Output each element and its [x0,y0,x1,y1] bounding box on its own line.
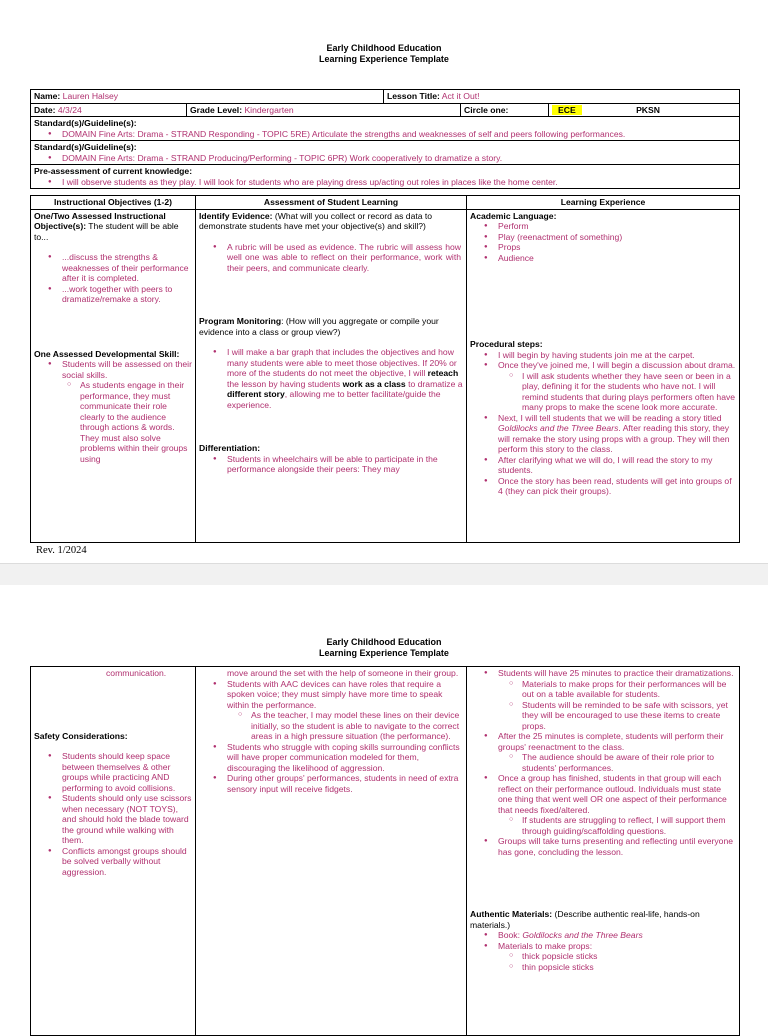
academic-term: ● Perform [498,221,736,232]
step-item: ● Once a group has finished, students in that group will each reflect on their performance outloud. Individuals must state one thing that went well OR one aspect of their performance that needs fixed/altered. [498,773,736,815]
objectives-cell-cont [31,667,196,1036]
differentiation-continued: move around the set with the help of someone in their group. [227,668,459,678]
academic-term: ● Props [498,242,736,253]
col-header-experience: Learning Experience [467,196,740,210]
circle-label-cell: Circle one: [461,103,549,117]
assessment-cell: Identify Evidence: (What will you collect or record as data to demonstrate students have met your objective(s) and skill?) ● A rubric will be used as evidence. The rubric will assess how well one was able to reflect on their performance, work with their peers, and communicate clearly. Program Monitoring: (How will you aggregate or compile your evidence into a class or group view?) ● I will make a bar graph that includes the objectives and how many students were able to meet those objectives. If 20% or more of the students do not meet the objective, I will reteach the lesson by having students work as a class to dramatize a different story, allowing me to better facilitate/guide the experience. Differentiation: ● Students in wheelchairs will be able to participate in the performance alongside their peers: They may [196,209,467,543]
main-table-page1 [30,195,740,543]
safety-item: ● Conflicts amongst groups should be solved verbally without aggression. [62,846,192,878]
doc-title-line2: Learning Experience Template [319,54,449,64]
lesson-title-value: Act it Out! [441,91,480,101]
name-cell: Name: Lauren Halsey [31,90,384,104]
assessment-cell-cont [196,667,467,1036]
step-item: ● Once the story has been read, students will get into groups of 4 (they can pick their groups). [498,476,736,497]
preassessment-text: ● I will observe students as they play. I will look for students who are playing dress up/acting out roles in places like the home center. [62,177,736,188]
name-value: Lauren Halsey [62,91,119,101]
differentiation-item: ● Students who struggle with coping skills surrounding conflicts will have proper communication modeled for them, discouraging the likelihood of aggression. [227,742,463,774]
material-item: ○ thin popsicle sticks [522,962,736,973]
revision-footer: Rev. 1/2024 [36,545,87,556]
procedural-steps-heading: Procedural steps: [470,339,543,349]
safety-item: ● Students should only use scissors when necessary (NOT TOYS), and should hold the blade toward the ground while walking with them. [62,793,192,846]
academic-language-heading: Academic Language: [470,210,557,221]
differentiation-item: ● During other groups' performances, students in need of extra sensory input will receive fidgets. [227,773,463,794]
col-header-objectives: Instructional Objectives (1-2) [31,196,196,210]
main-table-page2 [30,666,740,1036]
page-2 [0,585,768,1024]
materials-heading: Authentic Materials: [470,909,553,919]
dev-skill-subitem: ○ As students engage in their performance, they must communicate their role clearly to the audience through actions & words. They must also solve problems within their groups using [80,380,192,464]
differentiation-heading: Differentiation: [199,443,261,453]
step-subitem: ○ If students are struggling to reflect, I will support them through guiding/scaffolding questions. [522,815,736,836]
materials-props: ● Materials to make props: [498,941,736,952]
preassessment-cell: Pre-assessment of current knowledge: ● I will observe students as they play. I will look for students who are playing dress up/acting out roles in places like the home center. [31,165,740,189]
step-subitem: ○ Students will be reminded to be safe with scissors, yet they will be encouraged to use these items to create props. [522,700,736,732]
grade-cell: Grade Level: Kindergarten [187,103,461,117]
standard-1-cell: Standard(s)/Guideline(s): ● DOMAIN Fine Arts: Drama - STRAND Responding - TOPIC 5RE) Articulate the strengths and weaknesses of self and peers following performances. [31,117,740,141]
doc-title-line2-p2: Learning Experience Template [319,648,449,658]
experience-cell-cont: ● Students will have 25 minutes to practice their dramatizations. ○ Materials to make props for their performances will be out on a table available for students. ○ Students will be reminded to be safe with scissors, yet they will be encouraged to use these items to create props. ● After the 25 minutes is complete, students will perform their groups' reenactment to the class. ○ The audience should be aware of their role prior to students' performances. ● Once a group has finished, students in that group will each reflect on their performance outloud. Individuals must state one thing that went well OR one aspect of their performance that needs fixed/altered. ○ If students are struggling to reflect, I will support them through guiding/scaffolding questions. ● Groups will take turns presenting and reflecting until everyone has gone, concluding the lesson. Authentic Materials: (Describe authentic real-life, hands-on materials.) ● Book: Goldilocks and the Three Bears ● Materials to make props: ○ thick popsicle sticks ○ thin popsicle sticks [467,667,740,1036]
step-item: ● Next, I will tell students that we will be reading a story titled Goldilocks and the Three Bears. After reading this story, they will remake the story using props with a group. They will then perform this story to the class. [498,413,736,455]
step-item: ● After the 25 minutes is complete, students will perform their groups' reenactment to the class. [498,731,736,752]
step-subitem: ○ The audience should be aware of their role prior to students' performances. [522,752,736,773]
doc-title-line1: Early Childhood Education [326,43,442,53]
objective-item: ● ...work together with peers to dramatize/remake a story. [62,284,192,305]
differentiation-item: ● Students in wheelchairs will be able to participate in the performance alongside their peers: They may [227,454,463,475]
step-subitem: ○ I will ask students whether they have seen or been in a play, defining it for the students who have not. I will remind students that during plays performers often have many props to make the scene look more accurate. [522,371,736,413]
step-item: ● Groups will take turns presenting and reflecting until everyone has gone, concluding the lesson. [498,836,736,857]
materials-book: ● Book: Goldilocks and the Three Bears [498,930,736,941]
circle-options-cell [549,103,740,117]
standard-2-cell: Standard(s)/Guideline(s): ● DOMAIN Fine Arts: Drama - STRAND Producing/Performing - TOPIC 6PR) Work cooperatively to dramatize a story. [31,141,740,165]
objectives-cell: One/Two Assessed Instructional Objective(s): The student will be able to... ● ...discuss the strengths & weaknesses of their performance after it is completed. ● ...work together with peers to dramatize/remake a story. One Assessed Developmental Skill: ● Students will be assessed on their social skills. ○ As students engage in their performance, they must communicate their role clearly to the audience through actions & words. They must also solve problems within their groups using [31,209,196,543]
col-header-assessment: Assessment of Student Learning [196,196,467,210]
dev-skill-heading: One Assessed Developmental Skill: [34,348,180,359]
evidence-item: ● A rubric will be used as evidence. The rubric will assess how well one was able to reflect on their performance, work with their peers, and communicate clearly. [227,242,461,274]
grade-value: Kindergarten [244,104,294,115]
step-item: ● After clarifying what we will do, I will read the story to my students. [498,455,736,476]
date-cell: Date: 4/3/24 [31,103,187,117]
monitoring-item: ● I will make a bar graph that includes the objectives and how many students were able to meet those objectives. If 20% or more of the students do not meet the objective, I will reteach the lesson by having students work as a class to dramatize a different story, allowing me to better facilitate/guide the experience. [227,347,463,410]
lesson-title-cell: Lesson Title: Act it Out! [384,90,740,104]
doc-title-line1-p2: Early Childhood Education [326,637,442,647]
safety-heading: Safety Considerations: [34,730,128,741]
info-table [30,89,740,189]
academic-term: ● Play (reenactment of something) [498,232,736,243]
material-item: ○ thick popsicle sticks [522,951,736,962]
circle-option-pksn: PKSN [636,104,660,115]
circle-option-ece: ECE [552,105,582,115]
page-separator [0,563,768,586]
step-item: ● Once they've joined me, I will begin a discussion about drama. [498,360,736,371]
step-subitem: ○ Materials to make props for their performances will be out on a table available for students. [522,679,736,700]
dev-skill-continued: communication. [106,668,167,678]
standard-1-text: ● DOMAIN Fine Arts: Drama - STRAND Responding - TOPIC 5RE) Articulate the strengths and weaknesses of self and peers following performances. [62,129,736,140]
differentiation-item: ● Students with AAC devices can have roles that require a spoken voice; they must simply have more time to speak within the performance. [227,679,463,711]
experience-cell [467,209,740,543]
academic-term: ● Audience [498,253,736,264]
dev-skill-item: ● Students will be assessed on their social skills. [62,359,192,380]
standard-2-text: ● DOMAIN Fine Arts: Drama - STRAND Producing/Performing - TOPIC 6PR) Work cooperatively to dramatize a story. [62,153,736,164]
date-value: 4/3/24 [57,104,82,115]
objective-item: ● ...discuss the strengths & weaknesses of their performance after it is completed. [62,252,192,284]
step-item: ● I will begin by having students join me at the carpet. [498,350,736,361]
step-item: ● Students will have 25 minutes to practice their dramatizations. [498,668,736,679]
safety-item: ● Students should keep space between themselves & other groups while practicing AND performing to avoid collisions. [62,751,192,793]
differentiation-subitem: ○ As the teacher, I may model these lines on their device initially, so the student is able to navigate to the correct areas in a high pressure situation (the performance). [251,710,463,742]
